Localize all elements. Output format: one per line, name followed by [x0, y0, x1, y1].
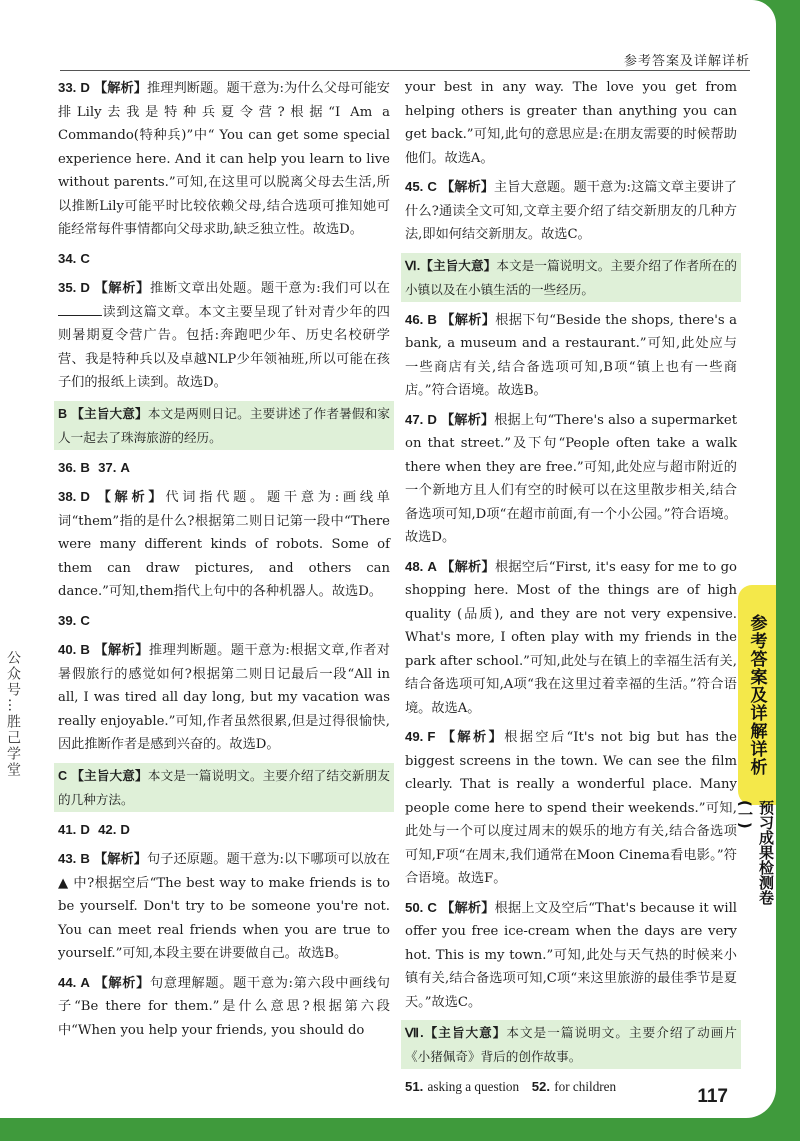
page-number: 117: [697, 1086, 728, 1107]
entry-48: 48. A 【解析】根据空后“First, it's easy for me to go shopping here. Most of the things are of high quality (品质), and they are not very expensive. What's more, I often play with my friends in the park after school.”可知,此处与在镇上的幸福生活有关,结合备选项可知,A项“我在这里过着幸福的生活。”符合语境。故选A。: [405, 558, 737, 716]
header-rule: [60, 70, 750, 71]
right-column: [405, 76, 737, 1105]
entry-33: 33. D 【解析】推理判断题。题干意为:为什么父母可能安排Lily去我是特种兵夏令营?根据“I Am a Commando(特种兵)”中“ You can get some special experience here. And it can help you learn to live without parents.”可知,在这里可以脱离父母去生活,所以推断Lily可能平时比较依赖父母,结合选项可推知她可能经常每件事情都向父母求助,缺乏独立性。故选D。: [58, 80, 390, 237]
entry-41-42: 41. D 42. D: [58, 821, 130, 837]
entry-35: 35. D 【解析】推断文章出处题。题干意为:我们可以在读到这篇文章。本文主要呈现了针对青少年的四则暑期夏令营广告。包括:奔跑吧少年、历史名校研学营、我是特种兵以及卓越NLP少年领袖班,所以可能在孩子们的报纸上读到。故选D。: [58, 280, 390, 390]
running-header: 参考答案及详解详析: [623, 54, 750, 69]
entry-38: 38. D 【解析】代词指代题。题干意为:画线单词“them”指的是什么?根据第二则日记第一段中“There were many different kinds of robots. Some of them can draw pictures, and others can dance.”可知,them指代上句中的各种机器人。故选D。: [58, 489, 390, 599]
entry-51-52: 51. asking a question 52. for children: [405, 1079, 617, 1094]
entry-34: 34. C: [58, 250, 90, 266]
entry-36-37: 36. B 37. A: [58, 459, 130, 475]
entry-47: 47. D 【解析】根据上句“There's also a supermarket on that street.”及下句“People often take a walk there when they are free.”可知,此处应与超市附近的一个新地方且人们有空的时候可以在这里散步相关,结合备选项可知,D项“在超市前面,有一个小公园。”符合语境。故选D。: [405, 411, 738, 545]
entry-49: 49. F 【解析】根据空后“It's not big but has the biggest screens in the town. We can see the film clearly. That is really a wonderful place. Many people come here to spend their weekends.”可知,此处与一个可以度过周末的娱乐的地方有关,结合备选项可知,F项“在周末,我们通常在Moon Cinema看电影。”符合语境。故选F。: [405, 729, 737, 886]
entry-46: 46. B 【解析】根据下句“Beside the shops, there's a bank, a museum and a restaurant.”可知,此处应与一些商店有关,结合备选项可知,B项“镇上也有一些商店。”符合语境。故选B。: [405, 311, 737, 398]
entry-50: 50. C 【解析】根据上文及空后“That's because it will offer you free ice-cream when the days are very hot. This is my town.”可知,此处与天气热的时候来小镇有关,结合备选项可知,C项“来这里旅游的最佳季节是夏天。”故选C。: [405, 899, 738, 1010]
section-side-tab: 参考答案及详解详析: [738, 585, 776, 805]
entry-44: 44. A 【解析】句意理解题。题干意为:第六段中画线句子“Be there for them.”是什么意思?根据第六段中“When you help your friends, you should do: [58, 974, 390, 1038]
entry-40: 40. B 【解析】推理判断题。题干意为:根据文章,作者对暑假旅行的感觉如何?根据第二则日记最后一段“All in all, I was tired all day long, but my vacation was really enjoyable.”可知,作者虽然很累,但是过得很愉快,因此推断作者是感到兴奋的。故选D。: [58, 642, 390, 752]
entry-43: 43. B 【解析】句子还原题。题干意为:以下哪项可以放在 ▲ 中?根据空后“The best way to make friends is to be yourself. Don't try to be someone you're not. You can meet real friends when you are true to yourself.”可知,本段主要在讲要做自己。故选B。: [58, 851, 390, 961]
exam-title-vertical: 预习成果检测卷(一): [736, 800, 775, 905]
entry-44-cont: your best in any way. The love you get from helping others is greater than anything you can get back.”可知,此句的意思应是:在朋友需要的时候帮助他们。故选A。: [405, 80, 737, 166]
watermark-text: 公众号…胜己学堂: [5, 650, 21, 778]
summary-VII: Ⅶ.【主旨大意】本文是一篇说明文。主要介绍了动画片《小猪佩奇》背后的创作故事。: [401, 1020, 741, 1069]
summary-VI: Ⅵ.【主旨大意】本文是一篇说明文。主要介绍了作者所在的小镇以及在小镇生活的一些经历。: [401, 253, 741, 302]
entry-39: 39. C: [58, 612, 90, 628]
answer-blank: [58, 301, 102, 316]
left-column: [58, 76, 390, 1047]
entry-45: 45. C 【解析】主旨大意题。题干意为:这篇文章主要讲了什么?通读全文可知,文章主要介绍了结交新朋友的几种方法,即如何结交新朋友。故选C。: [405, 179, 737, 242]
summary-B: B 【主旨大意】本文是两则日记。主要讲述了作者暑假和家人一起去了珠海旅游的经历。: [54, 401, 394, 450]
summary-C: C 【主旨大意】本文是一篇说明文。主要介绍了结交新朋友的几种方法。: [54, 763, 394, 812]
